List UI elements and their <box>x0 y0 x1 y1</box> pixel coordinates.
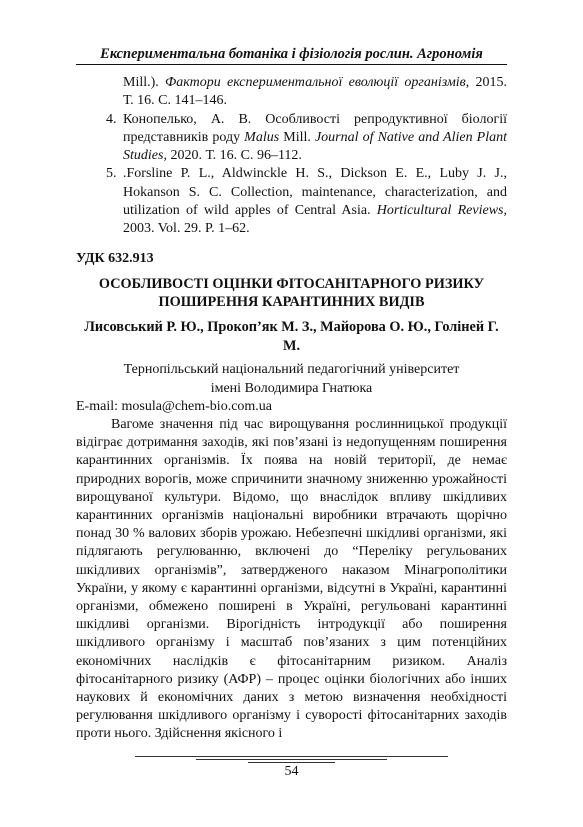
reference-journal: Horticultural Reviews <box>376 203 504 219</box>
reference-journal: Journal of Native and Alien Plant Studies <box>123 129 507 164</box>
abstract-paragraph: Вагоме значення під час вирощування рослинницької продукції відіграє дотримання заходів, які пов’язані із недопущенням поширення карантинних організмів. Їх поява на новій території, де немає природних ворогів, може спричинити значному зниженню урожайності вирощуваної культури. Відомо, що внаслідок впливу шкідливих карантинних організмів національні виробники втрачають щорічно понад 30 % валових зборів урожаю. Небезпечні шкідливі організми, які підлягають регулюванню, включені до “Переліку регульованих шкідливих організмів”, затвердженого наказом Мінагрополітики України, у якому є карантинні організми, відсутні в Україні, карантинні організми, обмежено поширені в Україні, регульовані карантинні шкідливі організми. Вірогідність інтродукції або поширення шкідливого організму і масштаб пов’язаних з цим потенційних економічних наслідків є фітосанітарним ризиком. Аналіз фітосанітарного ризику (АФР) – процес оцінки біологічних або інших наукових й економічних даних з метою визначення необхідності регулювання шкідливого організму і суворості фітосанітарних заходів проти нього. Здійснення якісного і <box>76 417 507 742</box>
footer-rule <box>135 756 448 757</box>
header-rule <box>76 64 507 65</box>
reference-text: , 2003. Vol. 29. P. 1–62. <box>123 203 507 237</box>
reference-text: , 2020. Т. 16. С. 96–112. <box>163 148 302 164</box>
reference-text: .Forsline P. L., Aldwinckle H. S., Dickson E. E., Luby J. J., Hokanson S. C. Collection, maintenance, characterization, and utilization of wild apples of Central Asia. <box>123 166 507 219</box>
running-header: Експериментальна ботаніка і фізіологія рослин. Агрономія <box>100 46 483 62</box>
reference-genus: Malus <box>244 129 280 145</box>
reference-continuation <box>76 74 507 111</box>
article-authors: Лисовський Р. Ю., Прокоп’як М. З., Майорова О. Ю., Голіней Г. М. <box>84 319 499 354</box>
udk-code: УДК 632.913 <box>76 251 154 266</box>
article-title: ОСОБЛИВОСТІ ОЦІНКИ ФІТОСАНІТАРНОГО РИЗИКУ ПОШИРЕННЯ КАРАНТИННИХ ВИДІВ <box>98 276 485 310</box>
reference-text: Конопелько, А. В. Особливості репродуктивної біології представників роду <box>123 111 507 145</box>
reference-text: Mill.). <box>123 75 166 90</box>
reference-list <box>76 74 507 239</box>
affiliation-line: Тернопільський національний педагогічний університет <box>123 362 460 377</box>
reference-number: 5. <box>106 166 117 182</box>
affiliation-line: імені Володимира Гнатюка <box>210 380 373 396</box>
reference-text: Mill. <box>279 129 315 145</box>
reference-journal: Фактори експериментальної еволюції організмів <box>165 75 466 90</box>
affiliation <box>76 361 507 398</box>
footer-rule <box>196 759 387 760</box>
page-number: 54 <box>284 764 299 779</box>
reference-item-4 <box>76 111 507 166</box>
contact-email: E-mail: mosula@chem-bio.com.ua <box>76 399 273 414</box>
reference-number: 4. <box>106 111 117 127</box>
reference-text: , 2015. Т. 16. С. 141–146. <box>123 75 508 109</box>
reference-item-5 <box>76 165 507 238</box>
